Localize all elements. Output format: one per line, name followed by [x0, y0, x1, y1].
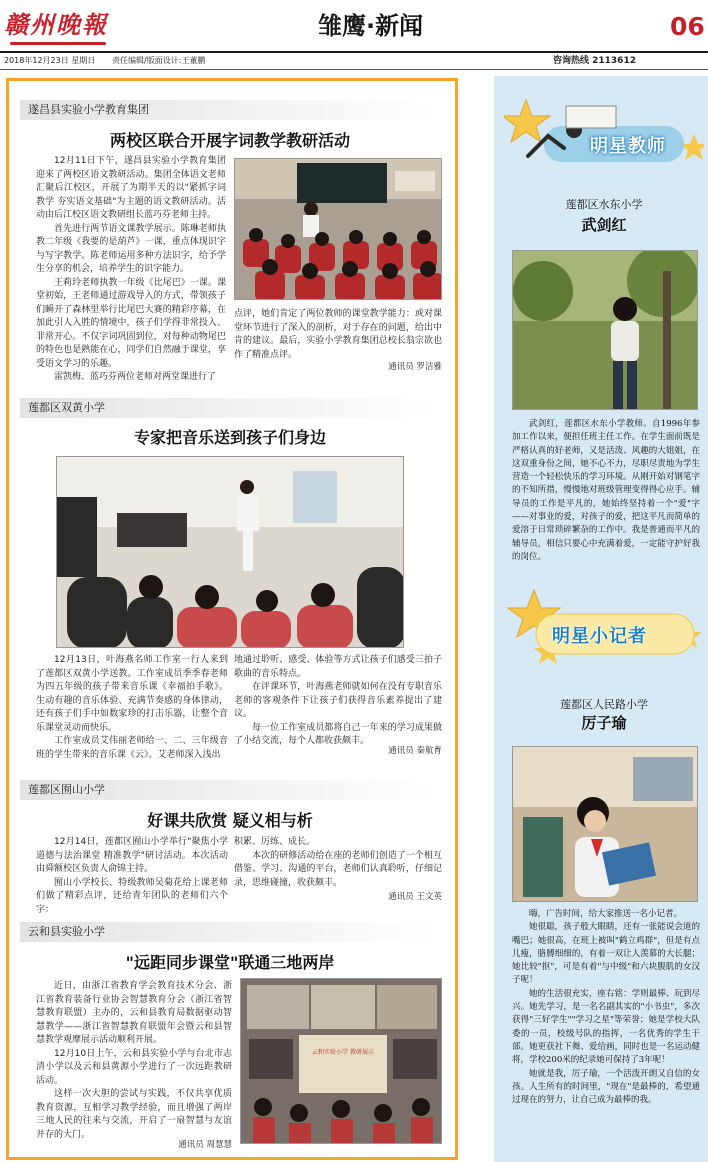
paragraph: 她就是我，厉子瑜，一个活泼开朗又自信的女孩。人生所有的时间里，"现在"是最棒的，希望通过现在的努力，让自己成为最棒的我。	[512, 1068, 700, 1106]
story2-headline: 专家把音乐送到孩子们身边	[133, 428, 326, 447]
teacher-school: 莲都区水东小学	[565, 198, 643, 211]
star-teacher-banner	[504, 96, 704, 168]
story3-school-strip: 莲都区囿山小学	[20, 780, 440, 800]
section-title-a: 雏鹰·	[318, 12, 376, 40]
hotline: 咨询热线 2113612	[553, 56, 636, 66]
paragraph: 地通过聆听、感受、体验等方式让孩子们感受三拍子歌曲的音乐特点。	[234, 655, 442, 679]
classroom-photo	[235, 159, 442, 300]
story2-photo	[56, 456, 404, 648]
story2-text-right	[234, 654, 442, 746]
teacher-bio: 武剑红，莲都区水东小学教师。自1996年参加工作以来，便担任班主任工作。在学生面前既是严格认真的好老师，又是活泼、风趣的大姐姐，在这双重身份之间，她不心不力，尽职尽责地为学生营造一个轻松快乐的学习环境。从刚开始对钢笔字的不知所措，慢慢地对班级管理变得得心应手。辅导员的工作是平凡的，她始终坚持着一个"爱"字——对事业的爱，对孩子的爱，把这平凡而简单的爱溶于日常琐碎繁杂的工作中。我是普通而平凡的辅导员，相信只要心中充满着爱，一定能守护好我的岗位。	[512, 419, 700, 562]
paragraph: 工作室成员艾伟丽老师给一、二、三年级音班的学生带来的音乐课《云》。艾老师深入浅出	[36, 736, 228, 760]
masthead	[0, 0, 708, 50]
logo-underline	[10, 42, 106, 45]
dateline-bar	[0, 54, 708, 68]
story4-school-strip: 云和县实验小学	[20, 922, 440, 942]
teacher-name: 武剑红	[581, 216, 627, 234]
music-class-photo	[57, 457, 404, 648]
story1-text-right	[234, 308, 442, 360]
issue-date: 2018年12月23日 星期日	[4, 56, 96, 65]
story3-credit: 通讯员 王文英	[388, 892, 442, 902]
reporter-photo	[512, 746, 698, 902]
newspaper-logo: 赣州晚報	[4, 10, 108, 39]
story1-headline: 两校区联合开展字词教学教研活动	[109, 131, 350, 150]
paragraph: 12月11日下午，遂昌县实验小学教育集团迎来了两校区语文教研活动。集团全体语文老师汇聚后江校区，开展了为期半天的以"紧抓字词教学 夯实语文基础"为主题的语文教研活动。活动由后江校区语文教研组长蓝巧芬老师主持。	[36, 156, 226, 220]
story4-credit: 通讯员 周慧慧	[178, 1140, 232, 1150]
dateline-rule	[0, 69, 708, 70]
story3-headline: 好课共欣赏 疑义相与析	[147, 811, 313, 830]
story4-text-left	[36, 980, 232, 1140]
teacher-portrait	[513, 251, 698, 410]
story1-school-strip: 遂昌县实验小学教育集团	[20, 100, 440, 120]
reporter-name: 厉子瑜	[581, 714, 627, 732]
paragraph: 首先进行两节语文课教学展示。陈琳老师执教二年级《我要的是葫芦》一课，重点体现识字与写字教学。陈老师运用多种方法识字，给予学生分享的机会，培养学生的识字能力。	[36, 223, 226, 274]
paragraph: 这样一次大胆的尝试与实践，不仅共享优质教育资源，互相学习教学经验，而且增强了两岸三地人民的往来与交流，开启了一扇智慧与友谊并存的大门。	[36, 1089, 232, 1140]
teacher-photo	[512, 250, 698, 410]
paragraph: 王莉玲老师执教一年级《比尾巴》一课。课堂初始，王老师通过游戏导入的方式，带领孩子们瞬开了森林里举行比尾巴大赛的精彩序幕，在加此引人入胜的情境中，孩子们学得非常投入、非常开心。不仅字词巩固到位，对每种动物尾巴的特色也是熟能在心，同学们自然融于课堂，享受语文学习的乐趣。	[36, 277, 226, 369]
story2-school-strip: 莲都区双黄小学	[20, 398, 440, 418]
story4-headline: "远距同步课堂"联通三地两岸	[125, 953, 335, 972]
paragraph: 近日，由浙江省教育学会教育技术分会、浙江省教育装备行业协会智慧教育分会（浙江省智慧教育联盟）主办的，云和县教育局数据驱动智慧教学——浙江省智慧教育联盟年会暨云和县智慧教学观摩展示活动顺利开展。	[36, 981, 232, 1045]
paragraph: 12月14日，莲都区囿山小学举行"聚焦小学道德与法治课堂 精准教学"研讨活动。本次活动由舜额校区负责人俞锦主持。	[36, 837, 228, 874]
story1-credit: 通讯员 罗洁雅	[388, 362, 442, 372]
screen-caption: 云和实验小学 教研展示	[312, 1049, 374, 1056]
star-reporter-title: 明星小记者	[552, 626, 647, 647]
star-reporter-banner	[504, 588, 704, 664]
section-title	[318, 10, 488, 42]
section-title-b: 新闻	[375, 11, 424, 40]
paragraph: 她很聪，孩子般大眼睛，还有一张能说会道的嘴巴；她很高，在班上被叫"鹤立鸡群"，但是有点儿瘦，胳膊细细的，有着一双让人羡慕的大长腿；她比较"抠"，可是有着"与中级"和六块腹肌的女汉子呢！	[512, 922, 700, 986]
reporter-bio	[512, 908, 700, 1148]
paragraph: 她的生活很充实，座右铭：学则最棒、玩到尽兴。她先学习，是一名名副其实的"小书虫"，多次获得"三好学生""学习之星"等荣誉；她是学校大队委的一员，校级号队的指挥，一名优秀的学生干部。她更获社下舞、爱给画，同时也是一名运动健将，学校200米的纪录她可保持了3年呢！	[512, 988, 700, 1066]
paragraph: 点评，她们肯定了两位教师的课堂教学能力：或对课堂环节进行了深入的剖析，对于存在的问题，给出中肯的建议。最后，实验小学教育集团总校长翁宗欲也作了精准点评。	[234, 309, 442, 360]
story3-text-left	[36, 836, 228, 915]
paragraph: 在评课环节，叶海燕老师就如何在没有专职音乐老师的客观条件下让孩子们获得音乐素养提出了建议。	[234, 682, 442, 719]
remote-classroom-photo	[241, 979, 442, 1144]
editor-credit: 责任编辑/版面设计:王董鹏	[112, 56, 206, 65]
paragraph: 本次的研修活动给在座的老师们创造了一个相互借鉴、学习、沟通的平台，老师们认真聆听，仔细记录，思维碰撞，收获颇丰。	[234, 850, 442, 888]
story2-credit: 通讯员 秦航育	[388, 746, 442, 756]
star-teacher-title: 明星教师	[590, 136, 666, 157]
story2-text-left	[36, 654, 228, 758]
reporter-portrait	[513, 747, 698, 902]
reporter-school: 莲都区人民路小学	[560, 698, 648, 711]
masthead-rule	[0, 51, 708, 53]
paragraph: 12月10日上午，云和县实验小学与台北市志清小学以及云和县黄源小学进行了一次远距教研活动。	[36, 1048, 232, 1086]
paragraph: 囿山小学校长、特级教师吴菊花给上课老师们做了精彩点评，还给青年团队的老师们六个字：	[36, 877, 228, 915]
paragraph: 积累、厉练、成长。	[234, 837, 316, 847]
paragraph: 每一位工作室成员都将自己一年来的学习成果做了小结交流，每个人都收获颇丰。	[234, 722, 442, 746]
story3-text-right	[234, 836, 442, 888]
story4-photo	[240, 978, 442, 1144]
story1-text-left	[36, 155, 226, 382]
paragraph: 雷凯梅、蓝巧芬两位老师对两堂课进行了	[54, 372, 217, 382]
paragraph: 12月13日，叶海燕名师工作室一行人来到了莲都区双黄小学送教。工作室成员季季春老师为四五年级的孩子带来音乐课《幸福拍手歌》。生动有趣的音乐体验、充满节奏感的身体律动，还有孩子们手中如数家珍的打击乐器，让整个音乐课堂灵动而快乐。	[36, 655, 228, 733]
paragraph: 嗨，广告时间，给大家推送一名小记者。	[529, 909, 683, 919]
page-number: 06	[670, 12, 705, 41]
story1-photo	[234, 158, 442, 300]
